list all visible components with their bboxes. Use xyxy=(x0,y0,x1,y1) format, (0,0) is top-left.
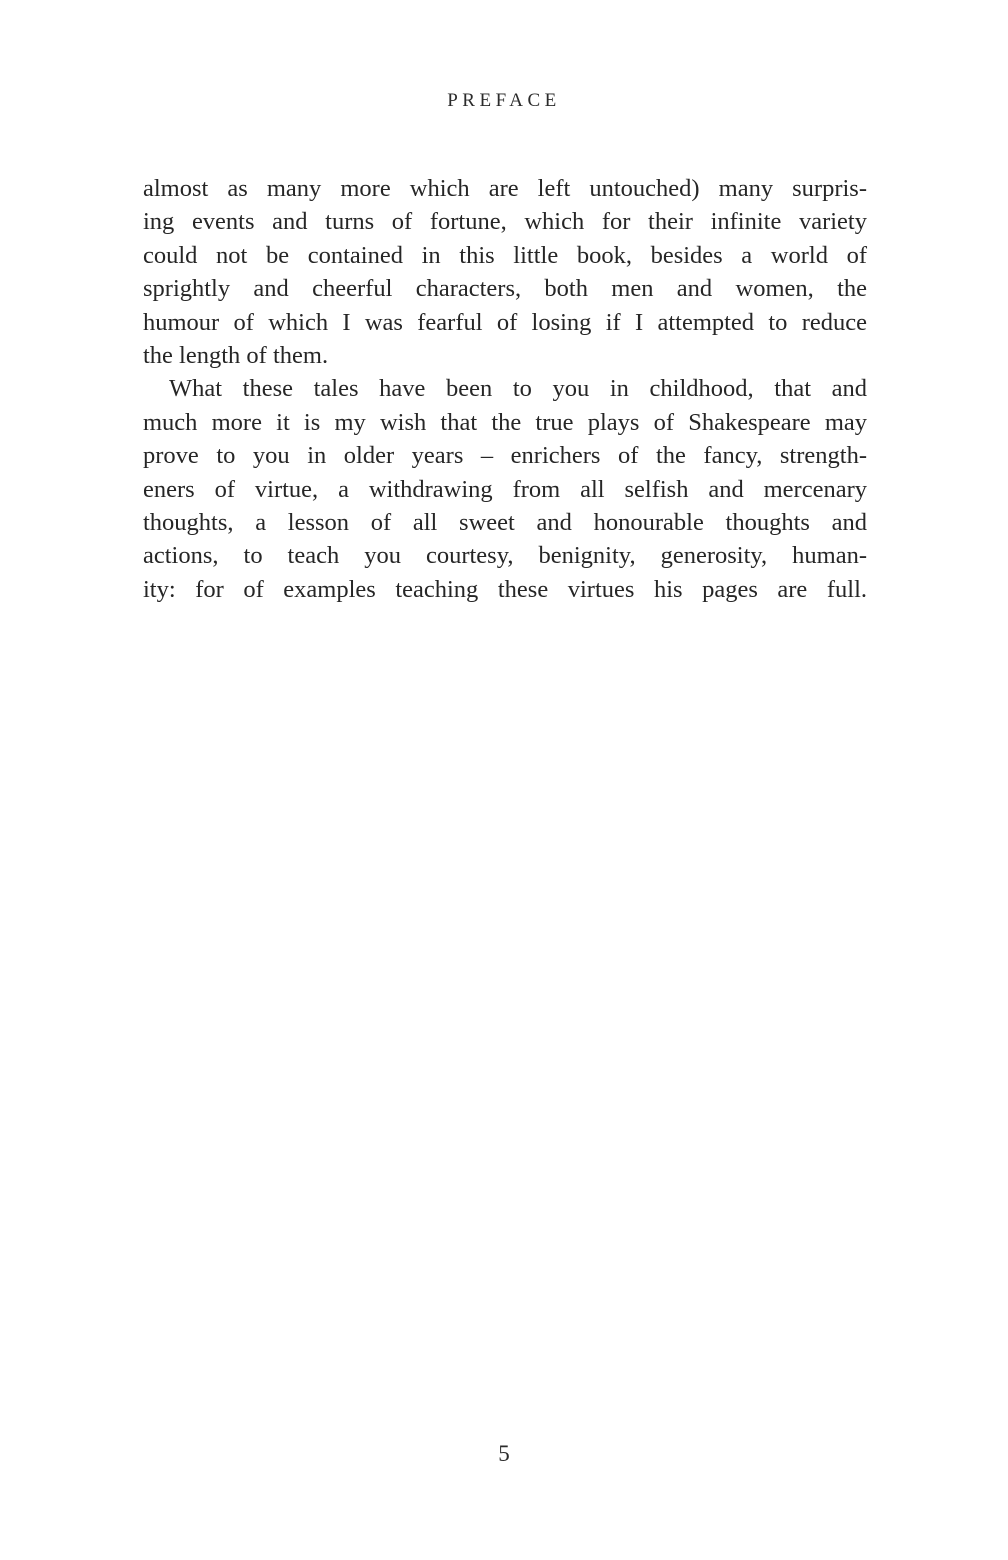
page-number: 5 xyxy=(498,1441,510,1466)
text-line: humour of which I was fearful of losing if I attempted to reduce xyxy=(143,308,867,336)
text-line: ing events and turns of fortune, which for their infinite variety xyxy=(143,208,867,236)
text-line: What these tales have been to you in childhood, that and xyxy=(169,375,867,403)
paragraph xyxy=(143,372,867,606)
text-line: actions, to teach you courtesy, benignity, generosity, human- xyxy=(143,542,867,570)
text-line: the length of them. xyxy=(143,342,329,370)
text-line: eners of virtue, a withdrawing from all selfish and mercenary xyxy=(143,475,867,503)
text-line: sprightly and cheerful characters, both men and women, the xyxy=(143,275,867,303)
paragraph xyxy=(143,172,867,372)
text-line: much more it is my wish that the true plays of Shakespeare may xyxy=(143,408,867,436)
text-line: ity: for of examples teaching these virtues his pages are full. xyxy=(143,575,867,603)
text-line: almost as many more which are left untouched) many surpris- xyxy=(143,175,867,202)
text-line: prove to you in older years – enrichers of the fancy, strength- xyxy=(143,442,867,470)
page-title: PREFACE xyxy=(447,90,561,111)
text-block xyxy=(143,172,867,606)
text-line: thoughts, a lesson of all sweet and honourable thoughts and xyxy=(143,509,867,537)
text-line: could not be contained in this little book, besides a world of xyxy=(143,241,867,269)
